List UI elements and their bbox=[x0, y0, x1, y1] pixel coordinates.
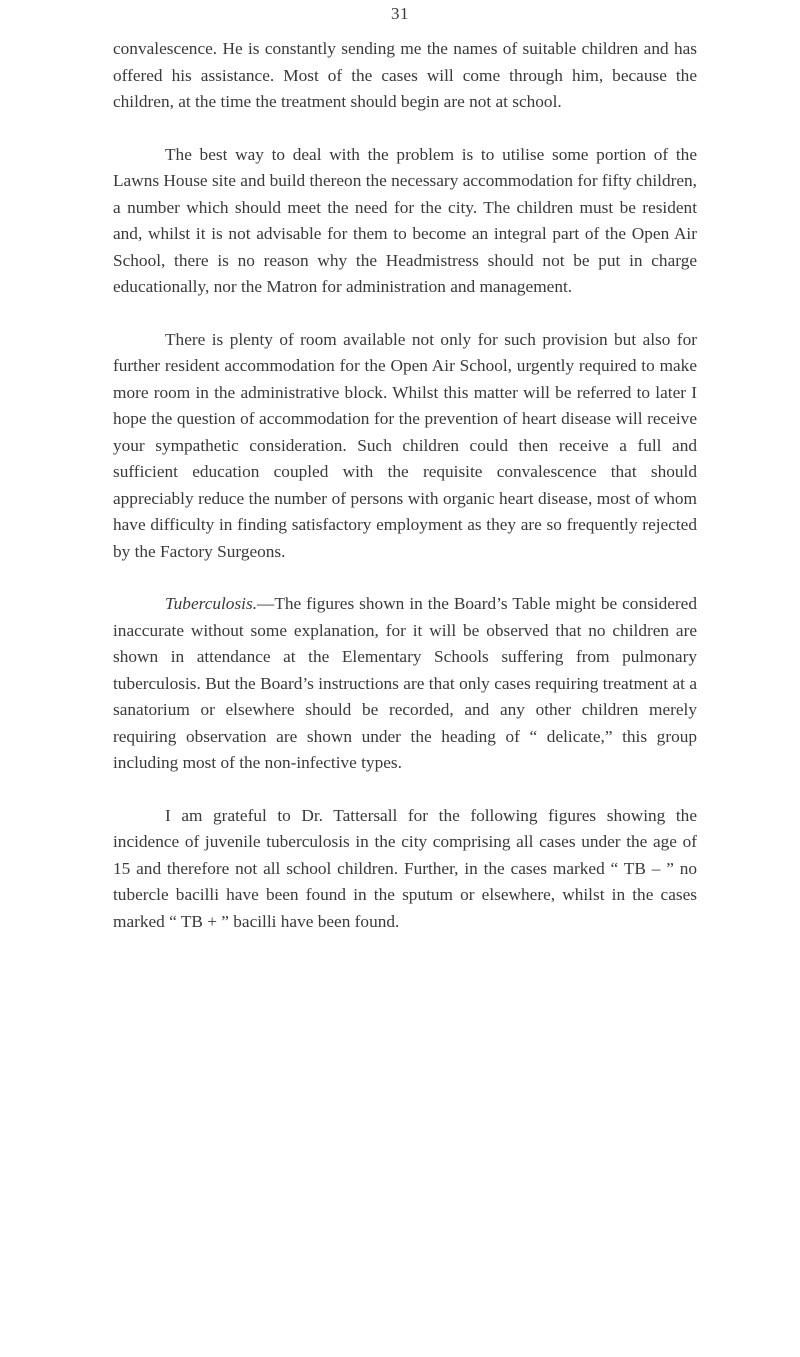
paragraph-accommodation: There is plenty of room available not only for such provision but also for further resident accommodation for the Open Air School, urgently required to make more room in the administrative block. Whilst this matter will be referred to later I hope the question of accommodation for the prevention of heart disease will receive your sympathetic consideration. Such children could then receive a full and sufficient education coupled with the requisite convalescence that should appreciably reduce the number of persons with organic heart disease, most of whom have difficulty in finding satisfactory employment as they are so frequently rejected by the Factory Surgeons. bbox=[113, 329, 697, 561]
paragraph-tuberculosis bbox=[113, 591, 697, 777]
paragraph-tattersall-figures: I am grateful to Dr. Tattersall for the following figures showing the incidence of juvenile tuberculosis in the city comprising all cases under the age of 15 and therefore not all school children. Further, in the cases marked “ TB – ” no tubercle bacilli have been found in the sputum or elsewhere, whilst in the cases marked “ TB + ” bacilli have been found. bbox=[113, 805, 697, 931]
paragraph-lawns-house: The best way to deal with the problem is to utilise some portion of the Lawns House site and build thereon the necessary accommodation for fifty children, a number which should meet the need for the city. The children must be resident and, whilst it is not advisable for them to become an integral part of the Open Air School, there is no reason why the Headmistress should not be put in charge educationally, nor the Matron for administration and management. bbox=[113, 144, 697, 296]
paragraph-convalescence: convalescence. He is constantly sending me the names of suitable children and has offered his assistance. Most of the cases will come through him, because the children, at the time the treatment should begin are not at school. bbox=[113, 39, 697, 111]
paragraph-tuberculosis-text: —The figures shown in the Board’s Table might be considered inaccurate without some explanation, for it will be observed that no children are shown in attendance at the Elementary Schools suffering from pulmonary tuberculosis. But the Board’s instructions are that only cases requiring treatment at a sanatorium or elsewhere should be recorded, and any other children merely requiring observation are shown under the heading of “ delicate,” this group including most of the non-infective types. bbox=[113, 594, 697, 772]
body-text bbox=[113, 36, 697, 961]
page-number: 31 bbox=[391, 4, 409, 23]
section-heading-tuberculosis: Tuberculosis. bbox=[165, 594, 258, 613]
